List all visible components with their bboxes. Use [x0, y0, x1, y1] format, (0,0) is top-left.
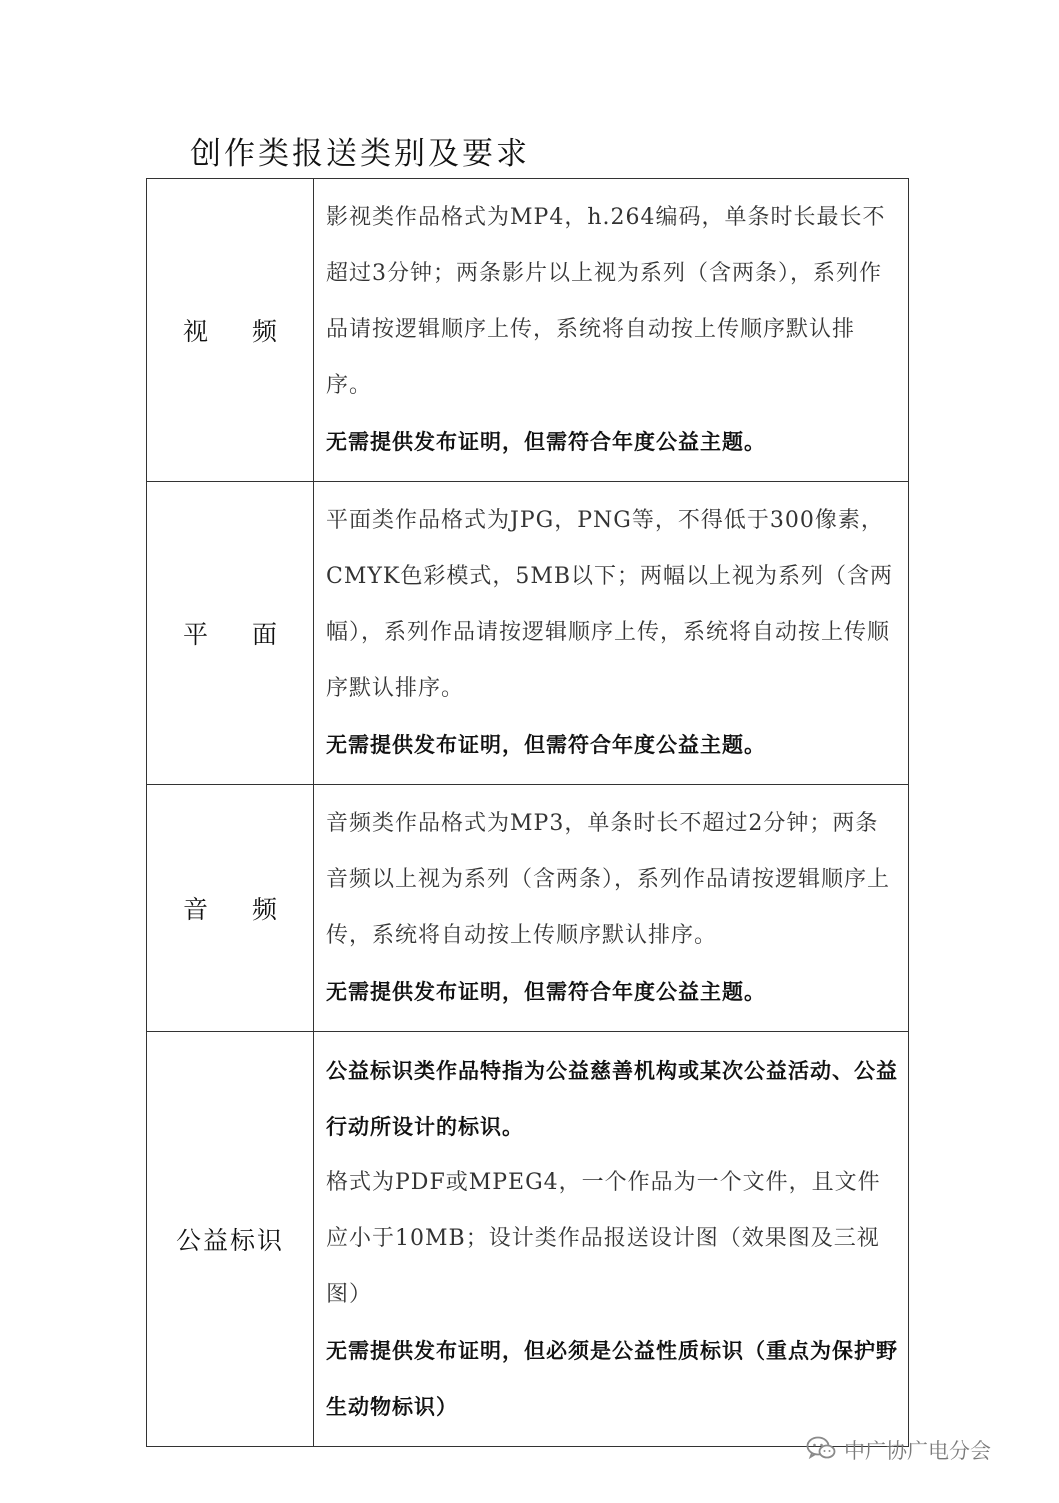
page-title: 创作类报送类别及要求	[190, 136, 530, 172]
requirement-text: 平面类作品格式为JPG，PNG等，不得低于300像素，CMYK色彩模式，5MB以下；两幅以上视为系列（含两幅），系列作品请按逻辑顺序上传，系统将自动按上传顺序默认排序。	[326, 508, 894, 701]
requirement-cell	[314, 482, 909, 785]
category-label: 音 频	[183, 895, 295, 924]
category-cell	[147, 179, 314, 482]
requirement-note: 无需提供发布证明，但必须是公益性质标识（重点为保护野生动物标识）	[326, 1339, 898, 1419]
table-row	[147, 1032, 909, 1447]
category-cell	[147, 785, 314, 1032]
category-cell	[147, 482, 314, 785]
requirement-cell	[314, 1032, 909, 1447]
category-cell	[147, 1032, 314, 1447]
requirement-text: 音频类作品格式为MP3，单条时长不超过2分钟；两条音频以上视为系列（含两条），系列作品请按逻辑顺序上传，系统将自动按上传顺序默认排序。	[326, 811, 891, 948]
requirement-cell	[314, 785, 909, 1032]
requirement-note: 无需提供发布证明，但需符合年度公益主题。	[326, 430, 766, 454]
requirement-cell	[314, 179, 909, 482]
category-label: 公益标识	[175, 1226, 284, 1255]
table-row	[147, 482, 909, 785]
requirement-text: 影视类作品格式为MP4，h.264编码，单条时长最长不超过3分钟；两条影片以上视为系列（含两条），系列作品请按逻辑顺序上传，系统将自动按上传顺序默认排序。	[326, 205, 886, 398]
requirement-note: 无需提供发布证明，但需符合年度公益主题。	[326, 980, 766, 1004]
watermark-text: 中广协广电分会	[844, 1439, 991, 1463]
requirement-intro: 公益标识类作品特指为公益慈善机构或某次公益活动、公益行动所设计的标识。	[326, 1059, 898, 1139]
table-row	[147, 785, 909, 1032]
watermark	[806, 1430, 991, 1470]
table-row	[147, 179, 909, 482]
category-label: 平 面	[183, 620, 295, 649]
requirement-text: 格式为PDF或MPEG4，一个作品为一个文件，且文件应小于10MB；设计类作品报送设计图（效果图及三视图）	[326, 1170, 881, 1307]
requirements-table	[146, 178, 909, 1447]
requirement-note: 无需提供发布证明，但需符合年度公益主题。	[326, 733, 766, 757]
category-label: 视 频	[183, 317, 295, 346]
wechat-icon	[806, 1435, 836, 1466]
